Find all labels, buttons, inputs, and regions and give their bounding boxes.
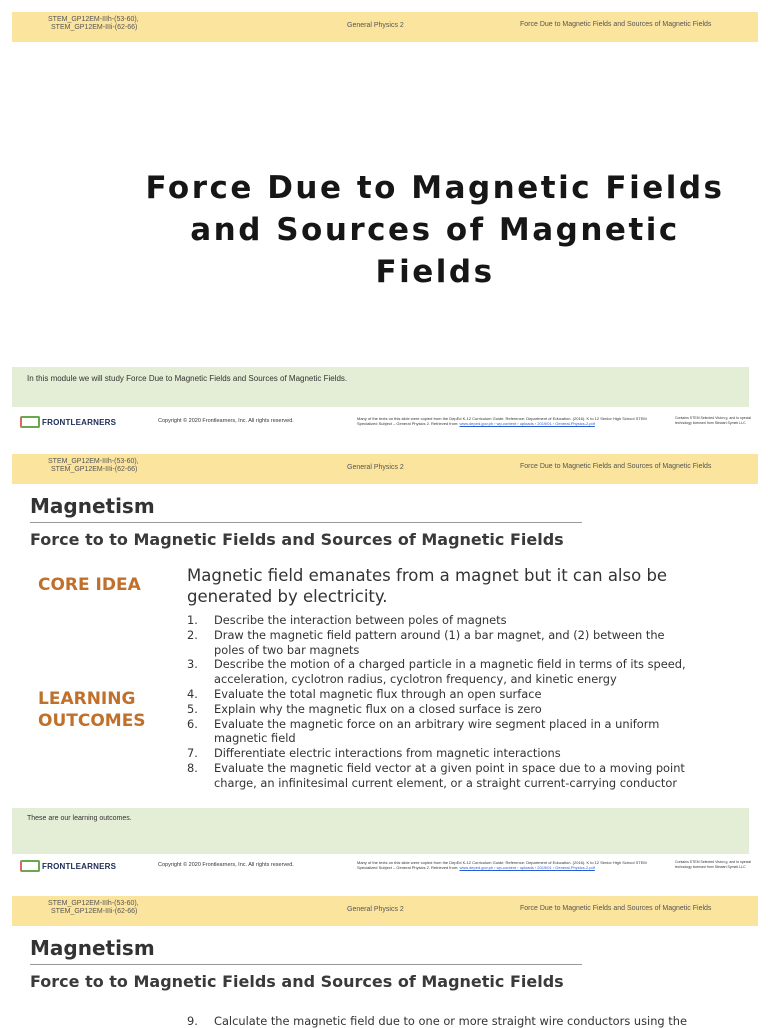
competency-code-1: STEM_GP12EM-IIIh-(53-60), — [48, 16, 139, 23]
logo-mark-icon — [20, 860, 40, 872]
speaker-note-text: In this module we will study Force Due to Magnetic Fields and Sources of Magnetic Fields. — [27, 374, 348, 383]
source-note — [357, 416, 677, 426]
section-subtitle: Force to to Magnetic Fields and Sources of Magnetic Fields — [30, 530, 564, 549]
slide-header — [12, 454, 758, 484]
outcome-text — [214, 657, 686, 687]
source-link[interactable]: www.deped.gov.ph › wp-content › uploads › 2019/01 › General-Physics-2.pdf — [459, 421, 595, 426]
outcome-text-line: Explain why the magnetic flux on a closed surface is zero — [214, 701, 542, 716]
learning-outcome-9 — [187, 1014, 687, 1028]
learning-outcome-item — [187, 687, 747, 702]
learning-outcome-item — [187, 657, 747, 687]
competency-codes — [48, 900, 139, 916]
competency-code-2: STEM_GP12EM-IIIi-(62-66) — [51, 908, 138, 915]
outcome-text — [214, 687, 542, 702]
slide-3 — [12, 896, 758, 1028]
outcome-text-line: Evaluate the magnetic field vector at a given point in space due to a moving point — [214, 760, 685, 775]
slide-footer — [12, 412, 758, 430]
slide-title-line-3: Fields — [375, 254, 495, 290]
source-line-2: Specialized Subject – General Physics 2. Retrieved from: — [357, 421, 459, 426]
outcome-number: 6. — [187, 716, 198, 731]
learning-outcome-item — [187, 613, 747, 628]
competency-codes — [48, 16, 139, 32]
section-title: Magnetism — [30, 494, 155, 518]
outcome-text — [214, 717, 659, 747]
outcome-number: 3. — [187, 657, 198, 672]
outcome-text — [214, 613, 507, 628]
logo-text: FRONTLEARNERS — [42, 417, 117, 427]
license-note: Contains STEM Selected Vision g. and to special technology licensed from Stewart Symek LLC — [675, 416, 752, 425]
section-title: Magnetism — [30, 936, 155, 960]
subject-label: General Physics 2 — [347, 906, 404, 913]
outcome-number: 9. — [187, 1014, 198, 1028]
slide-footer — [12, 856, 758, 874]
slide-title-line-1: Force Due to Magnetic Fields — [145, 170, 725, 206]
outcome-text-line: acceleration, cyclotron radius, cyclotron frequency, and kinetic energy — [214, 672, 617, 687]
competency-code-1: STEM_GP12EM-IIIh-(53-60), — [48, 900, 139, 907]
frontlearners-logo — [20, 860, 116, 872]
slide-1 — [12, 12, 758, 430]
outcome-number: 2. — [187, 627, 198, 642]
slide-header — [12, 12, 758, 42]
outcome-text — [214, 761, 685, 791]
outcome-number: 7. — [187, 746, 198, 761]
slide-title-line-2: and Sources of Magnetic — [190, 212, 680, 248]
learning-outcome-item — [187, 746, 747, 761]
source-line-2: Specialized Subject – General Physics 2. Retrieved from: — [357, 865, 459, 870]
logo-text: FRONTLEARNERS — [42, 861, 117, 871]
outcome-text — [214, 628, 665, 658]
source-line-1: Many of the texts on this slide were copied from the DepEd K-12 Curriculum Guide. Reference: Department of Education. (2016). K to 12 Senior High School STEM — [357, 860, 647, 865]
speaker-note — [12, 808, 749, 854]
source-note — [357, 860, 677, 870]
learning-outcome-item — [187, 702, 747, 717]
competency-code-2: STEM_GP12EM-IIIi-(62-66) — [51, 24, 138, 31]
source-link[interactable]: www.deped.gov.ph › wp-content › uploads › 2019/01 › General-Physics-2.pdf — [459, 865, 595, 870]
outcome-text-line: Describe the motion of a charged particle in a magnetic field in terms of its speed, — [214, 657, 686, 672]
learning-outcomes-list — [187, 613, 747, 791]
outcome-text-line: Evaluate the total magnetic flux through an open surface — [214, 686, 542, 701]
slide-title — [112, 167, 758, 293]
outcome-number: 5. — [187, 701, 198, 716]
source-line-1: Many of the texts on this slide were copied from the DepEd K-12 Curriculum Guide. Reference: Department of Education. (2016). K to 12 Senior High School STEM — [357, 416, 647, 421]
frontlearners-logo — [20, 416, 116, 428]
outcome-number: 4. — [187, 686, 198, 701]
topic-label: Force Due to Magnetic Fields and Sources of Magnetic Fields — [520, 21, 712, 28]
subject-label: General Physics 2 — [347, 464, 404, 471]
license-note: Contains STEM Selected Vision g. and to special technology licensed from Stewart Symek LLC — [675, 860, 752, 869]
copyright-text: Copyright © 2020 Frontlearners, Inc. All rights reserved. — [158, 418, 294, 424]
topic-label: Force Due to Magnetic Fields and Sources of Magnetic Fields — [520, 905, 712, 912]
outcome-text — [214, 746, 561, 761]
title-divider — [30, 522, 582, 523]
speaker-note-text: These are our learning outcomes. — [27, 815, 132, 822]
logo-mark-icon — [20, 416, 40, 428]
learning-outcomes-label-line-1: LEARNING — [38, 689, 136, 709]
core-idea-label: CORE IDEA — [38, 575, 141, 595]
title-divider — [30, 964, 582, 965]
core-idea-text: Magnetic field emanates from a magnet but it can also be generated by electricity. — [187, 566, 668, 606]
competency-code-1: STEM_GP12EM-IIIh-(53-60), — [48, 458, 139, 465]
outcome-text: Calculate the magnetic field due to one or more straight wire conductors using the — [214, 1014, 687, 1028]
speaker-note — [12, 367, 749, 407]
subject-label: General Physics 2 — [347, 22, 404, 29]
outcome-text-line: Differentiate electric interactions from magnetic interactions — [214, 746, 561, 761]
topic-label: Force Due to Magnetic Fields and Sources of Magnetic Fields — [520, 463, 712, 470]
outcome-number: 8. — [187, 760, 198, 775]
competency-codes — [48, 458, 139, 474]
outcome-text-line: poles of two bar magnets — [214, 642, 360, 657]
competency-code-2: STEM_GP12EM-IIIi-(62-66) — [51, 466, 138, 473]
outcome-text-line: Describe the interaction between poles of magnets — [214, 613, 507, 627]
outcome-text-line: Evaluate the magnetic force on an arbitrary wire segment placed in a uniform — [214, 716, 660, 731]
outcome-text — [214, 702, 542, 717]
outcome-text-line: charge, an infinitesimal current element, or a straight current-carrying conductor — [214, 775, 678, 790]
learning-outcome-item — [187, 717, 747, 747]
learning-outcomes-label-line-2: OUTCOMES — [38, 711, 146, 731]
outcome-text-line: Draw the magnetic field pattern around (1) a bar magnet, and (2) between the — [214, 627, 665, 642]
learning-outcome-item — [187, 628, 747, 658]
slide-2 — [12, 454, 758, 876]
outcome-number: 1. — [187, 613, 198, 627]
learning-outcome-item — [187, 761, 747, 791]
slide-header — [12, 896, 758, 926]
learning-outcomes-label — [38, 688, 146, 732]
outcome-text-line: magnetic field — [214, 731, 296, 746]
section-subtitle: Force to to Magnetic Fields and Sources of Magnetic Fields — [30, 972, 564, 991]
copyright-text: Copyright © 2020 Frontlearners, Inc. All rights reserved. — [158, 862, 294, 868]
